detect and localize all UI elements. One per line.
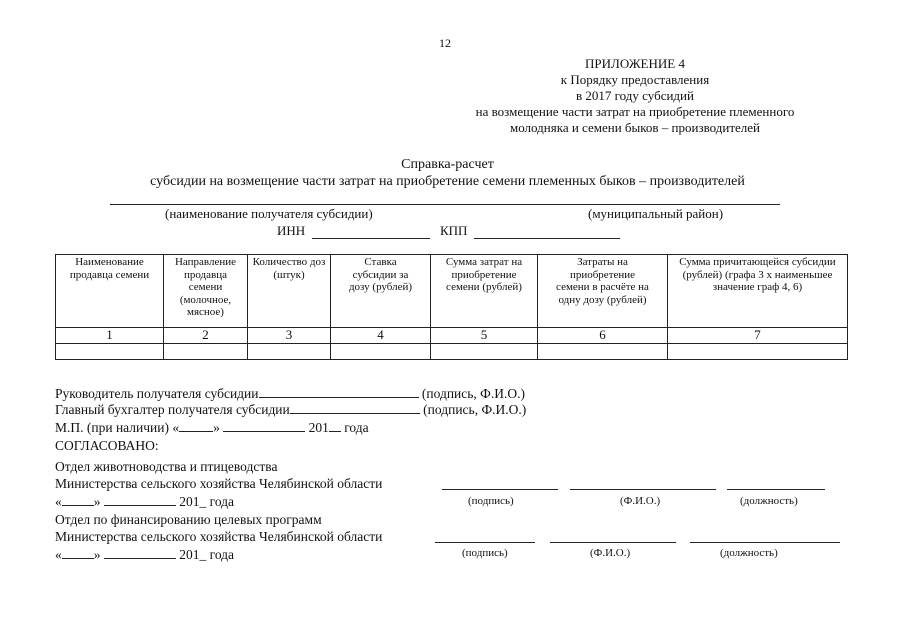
inn-label: ИНН	[277, 223, 306, 238]
accountant-suffix: (подпись, Ф.И.О.)	[423, 402, 527, 417]
column-number: 7	[668, 328, 848, 344]
dept1-sign-caption: (подпись)	[468, 495, 514, 507]
dept2-year-word: года	[209, 547, 235, 562]
kpp-line	[474, 238, 620, 239]
dept1-year: 201_	[179, 494, 207, 509]
column-number: 3	[248, 328, 331, 344]
annex-title: ПРИЛОЖЕНИЕ 4	[585, 56, 685, 71]
accountant-label: Главный бухгалтер получателя субсидии	[55, 402, 290, 417]
dept1-date	[55, 493, 234, 510]
dept1-line2: Министерства сельского хозяйства Челябинской области	[55, 476, 383, 491]
mp-line	[55, 419, 369, 436]
mp-year-word: года	[344, 420, 369, 435]
dept2-fio-caption: (Ф.И.О.)	[590, 547, 631, 559]
quote-open: «	[55, 547, 62, 562]
district-caption: (муниципальный район)	[588, 206, 724, 221]
mp-year: 201	[308, 420, 329, 435]
inn-line	[312, 238, 430, 239]
table-cell	[248, 344, 331, 360]
table-cell	[56, 344, 164, 360]
table-header-cell: Направление продавца семени (молочное, мясное)	[164, 255, 248, 328]
annex-line: молодняка и семени быков – производителей	[509, 120, 761, 135]
kpp-label: КПП	[440, 223, 468, 238]
column-number: 6	[538, 328, 668, 344]
document-subtitle: субсидии на возмещение части затрат на приобретение семени племенных быков – производителей	[150, 174, 745, 189]
quote-close: »	[93, 494, 101, 509]
dept2-year: 201_	[179, 547, 207, 562]
annex-line: в 2017 году субсидий	[576, 88, 694, 103]
recipient-name-caption: (наименование получателя субсидии)	[165, 206, 373, 221]
page-number: 12	[439, 36, 451, 50]
table-header-cell: Затраты на приобретение семени в расчёте на одну дозу (рублей)	[538, 255, 668, 328]
table-header-row	[56, 255, 848, 328]
quote-close: »	[213, 420, 220, 435]
annex-line: на возмещение части затрат на приобретение племенного	[475, 104, 795, 119]
dept2-line2: Министерства сельского хозяйства Челябинской области	[55, 529, 383, 544]
dept2-sign-line	[435, 542, 535, 543]
table-cell	[668, 344, 848, 360]
table-cell	[538, 344, 668, 360]
dept1-year-word: года	[209, 494, 235, 509]
dept2-fio-line	[550, 542, 676, 543]
table-row	[56, 344, 848, 360]
column-number: 1	[56, 328, 164, 344]
table-header-cell: Сумма затрат на приобретение семени (рублей)	[431, 255, 538, 328]
column-number: 2	[164, 328, 248, 344]
table-cell	[164, 344, 248, 360]
dept1-fio-caption: (Ф.И.О.)	[620, 495, 661, 507]
table-row	[56, 328, 848, 344]
dept2-position-caption: (должность)	[720, 547, 778, 559]
quote-close: »	[93, 547, 101, 562]
accountant-blank	[290, 401, 420, 414]
quote-open: «	[55, 494, 62, 509]
table-header-cell: Наименование продавца семени	[56, 255, 164, 328]
day-blank	[62, 493, 94, 506]
head-suffix: (подпись, Ф.И.О.)	[421, 386, 525, 401]
dept2-position-line	[690, 542, 840, 543]
dept1-position-line	[727, 489, 825, 490]
dept1-line1: Отдел животноводства и птицеводства	[55, 459, 278, 474]
mp-label: М.П. (при наличии)	[55, 420, 169, 435]
month-blank	[104, 546, 176, 559]
dept2-date	[55, 546, 234, 563]
table-header-cell: Сумма причитающейся субсидии (рублей) (графа 3 х наименьшее значение граф 4, 6)	[668, 255, 848, 328]
month-blank	[104, 493, 176, 506]
head-signature-line	[55, 385, 525, 402]
dept1-fio-line	[570, 489, 716, 490]
agreed-heading: СОГЛАСОВАНО:	[55, 438, 159, 453]
year-blank	[329, 419, 341, 432]
dept2-sign-caption: (подпись)	[462, 547, 508, 559]
day-blank	[62, 546, 94, 559]
head-blank	[259, 385, 419, 398]
month-blank	[223, 419, 305, 432]
quote-open: «	[172, 420, 180, 435]
column-number: 4	[331, 328, 431, 344]
recipient-name-line	[110, 204, 780, 205]
table-cell	[431, 344, 538, 360]
day-blank	[179, 419, 213, 432]
dept1-position-caption: (должность)	[740, 495, 798, 507]
table-header-cell: Количество доз (штук)	[248, 255, 331, 328]
table-header-cell: Ставка субсидии за дозу (рублей)	[331, 255, 431, 328]
dept1-sign-line	[442, 489, 558, 490]
column-number: 5	[431, 328, 538, 344]
annex-line: к Порядку предоставления	[560, 72, 710, 87]
table-cell	[331, 344, 431, 360]
head-label: Руководитель получателя субсидии	[55, 386, 259, 401]
document-title: Справка-расчет	[401, 157, 494, 172]
calculation-table	[55, 254, 848, 360]
accountant-signature-line	[55, 401, 526, 418]
dept2-line1: Отдел по финансированию целевых программ	[55, 512, 322, 527]
